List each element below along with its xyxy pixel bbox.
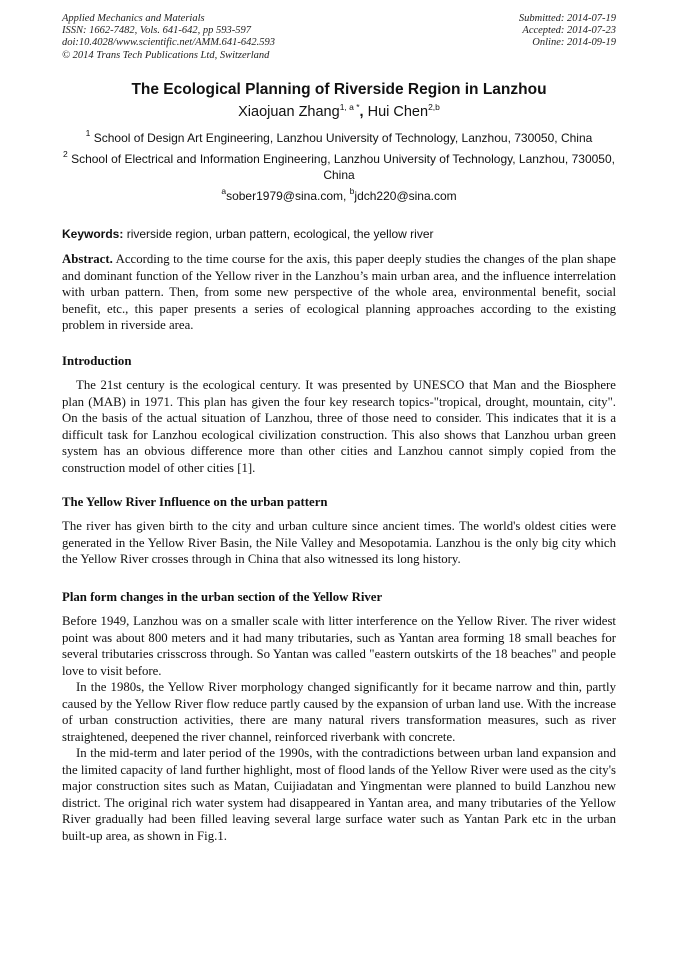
copyright-line: © 2014 Trans Tech Publications Ltd, Switzerland (62, 49, 270, 61)
affiliation-1-text: School of Design Art Engineering, Lanzhou University of Technology, Lanzhou, 730050, China (93, 131, 593, 145)
keywords-label: Keywords: (62, 227, 124, 241)
doi-line: doi:10.4028/www.scientific.net/AMM.641-642.593 (62, 37, 275, 49)
affiliation-1 (62, 128, 616, 147)
section-heading-introduction: Introduction (62, 354, 132, 368)
paragraph: In the 1980s, the Yellow River morphology changed significantly for it became narrow and thin, partly caused by the Yellow River flow reduce partly caused by the expansion of urban land use. With the increase of urban construction activities, there are many natural rivers transformation measures, such as river straightened, deepened the river channel, reinforced riverbank with concrete. (62, 680, 616, 744)
abstract-label: Abstract. (62, 252, 113, 266)
author-2-name: Hui Chen (363, 104, 429, 120)
section-introduction-body (62, 377, 616, 476)
abstract-text: According to the time course for the axis, this paper deeply studies the changes of the plan shape and dominant function of the Yellow river in the Lanzhou’s main urban area, and the influence interrelation with urban pattern. Then, from some new perspective of the whole area, environmental benefit, social benefit, etc., this paper presents a series of ecological planning approaches according to the existing problem in riverside area. (62, 252, 616, 332)
paper-title: The Ecological Planning of Riverside Region in Lanzhou (131, 81, 547, 98)
email-a-sup: a (221, 186, 227, 196)
email-b: jdch220@sina.com (354, 189, 457, 203)
author-1-name: Xiaojuan Zhang (238, 104, 340, 120)
dates-header (519, 13, 616, 50)
affiliation-2-sup: 2 (63, 149, 68, 159)
author-emails (0, 186, 678, 203)
author-separator: , (359, 104, 364, 120)
email-a: sober1979@sina.com, (226, 189, 350, 203)
section-heading-plan-form: Plan form changes in the urban section of the Yellow River (62, 590, 383, 604)
section-plan-form-body (62, 613, 616, 844)
section-heading-yellow-river: The Yellow River Influence on the urban pattern (62, 495, 328, 509)
keywords (62, 227, 616, 241)
affiliation-2 (62, 149, 616, 183)
journal-header (62, 13, 275, 62)
paragraph: The river has given birth to the city and urban culture since ancient times. The world's oldest cities were generated in the Yellow River Basin, the Nile Valley and Mesopotamia. Lanzhou is the only big city which the Yellow River crosses through in China that also witnessed its long history. (62, 519, 616, 566)
paragraph: In the mid-term and later period of the 1990s, with the contradictions between urban land expansion and the limited capacity of land further highlight, most of flood lands of the Yellow River were used as the city's major construction sites such as Matan, Cuijiadatan and Yingmentan were planned to build Lanzhou new district. The original rich water system had disappeared in Yantan area, and many tributaries of the Yellow River gradually had been filled leaving several large surface water such as Yantan Park etc in the urban built-up area, as shown in Fig.1. (62, 746, 616, 843)
journal-name: Applied Mechanics and Materials (62, 13, 205, 24)
email-b-sup: b (349, 186, 355, 196)
issn-line: ISSN: 1662-7482, Vols. 641-642, pp 593-597 (62, 25, 251, 37)
submitted-date: Submitted: 2014-07-19 (518, 13, 616, 24)
paragraph: The 21st century is the ecological century. It was presented by UNESCO that Man and the Biosphere plan (MAB) in 1971. This plan has given the four key research topics-"tropical, drought, mountain, city". On the basis of the actual situation of Lanzhou, three of those need to consider. This indicates that it is a difficult task for Lanzhou ecological civilization construction. This also shows that Lanzhou urban green system has an obvious difference more than other cities and Lanzhou cannot simply copied from the construction model of other cities [1]. (62, 378, 616, 475)
authors-line (0, 104, 678, 120)
keywords-text: riverside region, urban pattern, ecological, the yellow river (123, 227, 434, 241)
accepted-date: Accepted: 2014-07-23 (522, 25, 616, 37)
affiliation-2-text: School of Electrical and Information Engineering, Lanzhou University of Technology, Lanzhou, 730050, China (71, 152, 615, 182)
section-yellow-river-body (62, 518, 616, 568)
author-1-sup: 1, a * (339, 102, 360, 112)
author-2-sup: 2,b (428, 102, 440, 112)
paragraph: Before 1949, Lanzhou was on a smaller scale with litter interference on the Yellow River. The river widest point was about 800 meters and it had many tributaries, such as Yantan area forming 18 small beaches for several tributaries crisscross through. So Yantan was called "eastern outskirts of the 18 beaches" and people love to visit before. (62, 614, 616, 678)
affiliation-1-sup: 1 (85, 128, 91, 138)
online-date: Online: 2014-09-19 (532, 37, 616, 49)
abstract (62, 251, 616, 334)
